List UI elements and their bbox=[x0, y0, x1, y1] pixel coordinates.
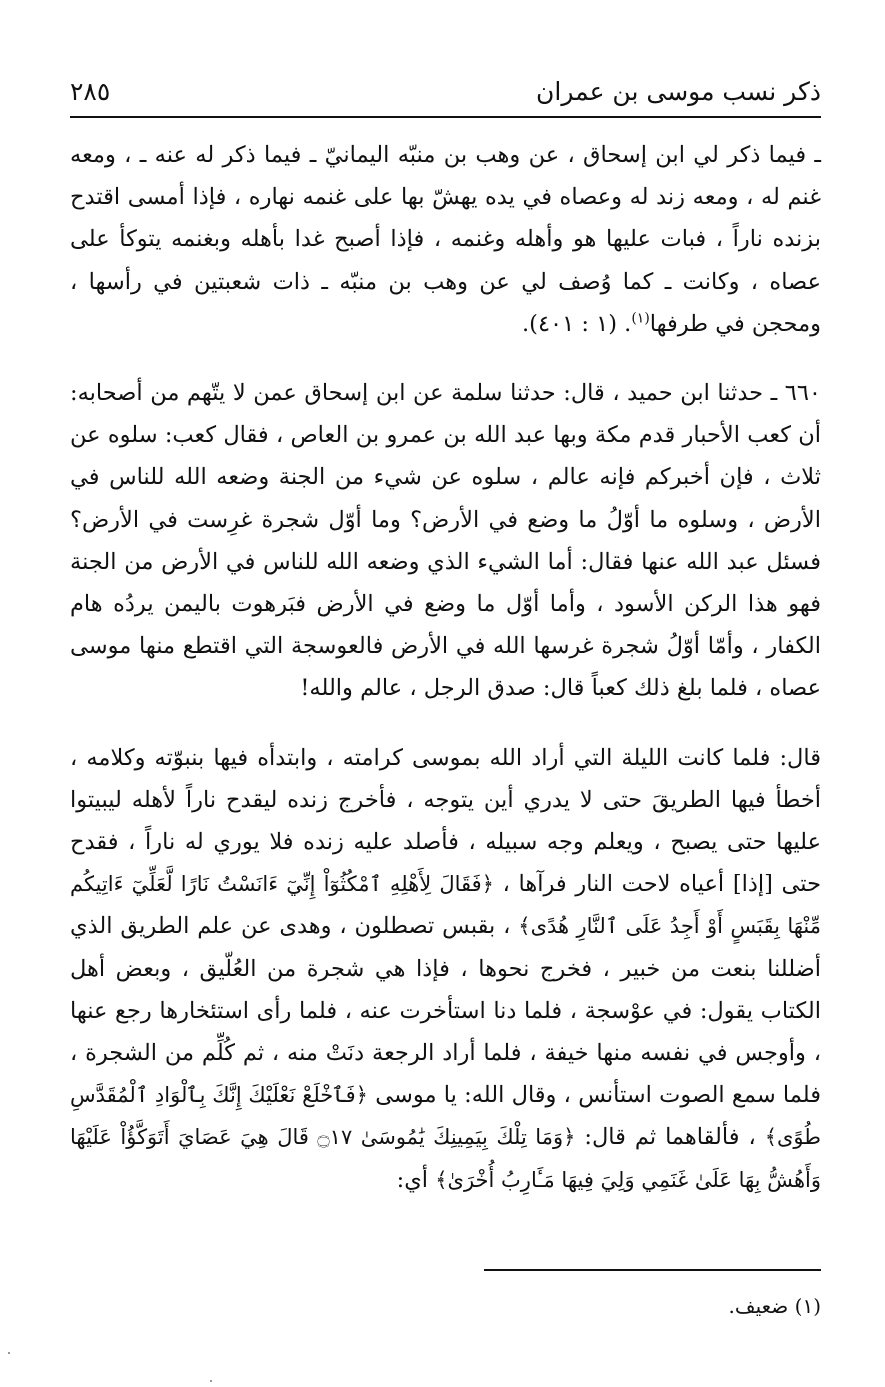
paragraph-660-text: ٦٦٠ ـ حدثنا ابن حميد ، قال: حدثنا سلمة عن ابن إسحاق عمن لا يتّهم من أصحابه: أن كعب الأحبار قدم مكة وبها عبد الله بن عمرو بن العاص ، فقال كعب: سلوه عن ثلاث ، فإن أخبركم فإنه عالم ، سلوه عن شيء من الجنة وضعه الله للناس في الأرض ، وسلوه ما أوّلُ ما وضع في الأرض؟ وما أوّل شجرة غرِست في الأرض؟ فسئل عبد الله عنها فقال: أما الشيء الذي وضعه الله للناس في الأرض من الجنة فهو هذا الركن الأسود ، وأما أوّل ما وضع في الأرض فبَرهوت باليمن يردُه هام الكفار ، وأمّا أوّلُ شجرة غرسها الله في الأرض فالعوسجة التي اقتطع منها موسى عصاه ، فلما بلغ ذلك كعباً قال: صدق الرجل ، عالم والله! bbox=[70, 380, 821, 702]
paragraph-3-text-a: قال: فلما كانت الليلة التي أراد الله بموسى كرامته ، وابتدأه فيها بنبوّته وكلامه ، أخطأ فيها الطريقَ حتى لا يدري أين يتوجه ، فأخرج زنده ليقدح ناراً لأهله ليبيتوا عليها حتى يصبح ، ويعلم وجه سبيله ، فأصلد عليه زنده فلا يوري له ناراً ، فقدح حتى [إذا] أعياه لاحت النار فرآها ، bbox=[70, 744, 822, 898]
header-rule bbox=[70, 116, 821, 118]
paragraph-3-text-c: ، فألقاهما ثم قال: bbox=[575, 1124, 765, 1151]
footnote-1 bbox=[421, 1290, 821, 1322]
paragraph-3-text-b: ، بقبس تصطلون ، وهدى عن علم الطريق الذي أضللنا بنعت من خبير ، فخرج نحوها ، فإذا هي شجرة من العُلّيق ، وبعض أهل الكتاب يقول: في عوْسجة ، فلما دنا استأخرت عنه ، فلما رأى استئخارها رجع عنها ، وأوجس في نفسه منها خيفة ، فلما أراد الرجعة دنَتْ منه ، ثم كُلِّم من الشجرة ، فلما سمع الصوت استأنس ، وقال الله: يا موسى bbox=[70, 913, 822, 1109]
footnote-rule bbox=[484, 1269, 821, 1271]
main-text bbox=[70, 134, 821, 1201]
footnote-number: (١) bbox=[794, 1294, 821, 1318]
scan-speck bbox=[210, 1380, 212, 1382]
paragraph-1-citation: . (١ : ٤٠١). bbox=[522, 310, 632, 337]
running-head bbox=[70, 74, 821, 114]
paragraph-1 bbox=[70, 134, 821, 345]
quran-verse-3: ﴿وَمَا تِلْكَ بِيَمِينِكَ يَٰمُوسَىٰ ۝١٧ قَالَ هِيَ عَصَايَ أَتَوَكَّؤُاْ عَلَيْهَا وَأَهُشُّ بِهَا عَلَىٰ غَنَمِي وَلِيَ فِيهَا مَـَٔارِبُ أُخْرَىٰ﴾ bbox=[70, 1125, 821, 1192]
paragraph-3 bbox=[70, 737, 821, 1201]
quran-verse-1: ﴿فَقَالَ لِأَهْلِهِ ٱمْكُثُوٓاْ إِنِّيٓ ءَانَسْتُ نَارًا لَّعَلِّيٓ ءَاتِيكُم مِّنْهَا بِقَبَسٍ أَوْ أَجِدُ عَلَى ٱلنَّارِ هُدًى﴾ bbox=[70, 872, 821, 939]
paragraph-660 bbox=[70, 372, 821, 710]
paragraph-3-text-d: أي: bbox=[396, 1166, 436, 1193]
chapter-title: ذكر نسب موسى بن عمران bbox=[536, 77, 821, 106]
footnote-text: ضعيف. bbox=[728, 1294, 789, 1318]
paragraph-1-text: ـ فيما ذكر لي ابن إسحاق ، عن وهب بن منبّه اليمانيّ ـ فيما ذكر له عنه ـ ، ومعه غنم له ، ومعه زند له وعصاه في يده يهشّ بها على غنمه نهاره ، فإذا أمسى اقتدح بزنده ناراً ، فبات عليها هو وأهله وغنمه ، فإذا أصبح غدا بأهله وبغنمه يتوكأ على عصاه ، وكانت ـ كما وُصف لي عن وهب بن منبّه ـ ذات شعبتين في رأسها ، ومحجن في طرفها bbox=[70, 142, 821, 337]
scan-speck bbox=[8, 1352, 10, 1354]
page-number: ٢٨٥ bbox=[70, 77, 111, 106]
footnote-marker: (١) bbox=[631, 310, 650, 327]
quran-verse-2: ﴿فَٱخْلَعْ نَعْلَيْكَ إِنَّكَ بِٱلْوَادِ ٱلْمُقَدَّسِ طُوًى﴾ bbox=[70, 1083, 821, 1150]
